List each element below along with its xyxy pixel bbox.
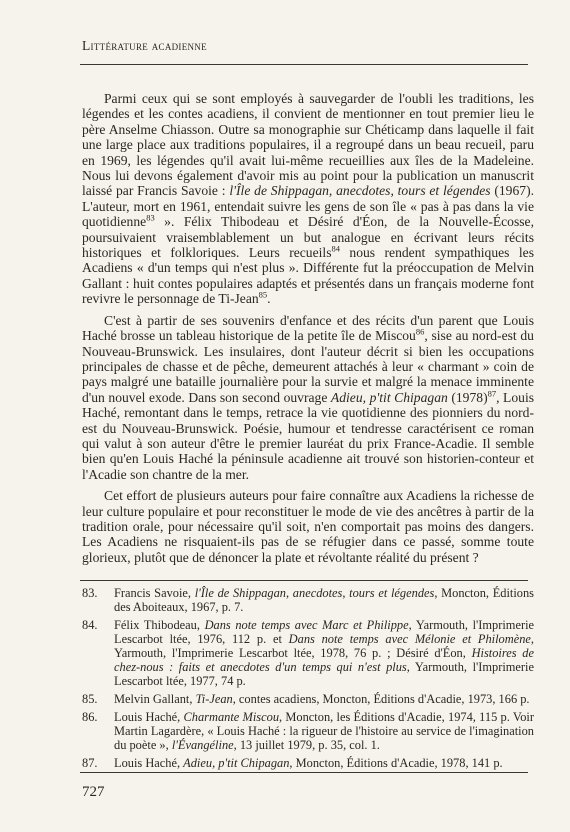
footer-rule <box>80 772 528 773</box>
paragraph <box>82 313 534 482</box>
italic-title: Adieu, p'tit Chipagan <box>330 389 448 405</box>
footnote-number: 83. <box>82 586 98 600</box>
footnote <box>82 618 534 688</box>
footnote <box>82 692 534 706</box>
text-run: ». Félix Thibodeau et Désiré d'Éon, de la Nouvelle-Écosse, poursuivaient vraisemblablement un but analogue en écrivant leurs récits historiques et folkloriques. Leurs recueils <box>82 214 534 261</box>
paragraph <box>82 488 534 565</box>
italic-title: Charmante Miscou <box>183 710 280 724</box>
footnote-number: 85. <box>82 692 98 706</box>
running-head: Littérature acadienne <box>82 38 207 53</box>
text-run: , Yarmouth, l'Imprimerie Lescarbot ltée, 1977, 74 p. <box>114 660 534 688</box>
footnote-reference: 87 <box>487 388 497 399</box>
text-run: Francis Savoie, <box>114 586 195 600</box>
footnote-reference: 84 <box>331 243 340 254</box>
italic-title: l'Île de Shippagan, anecdotes, tours et légendes <box>229 183 491 199</box>
text-run: , Moncton, les Éditions d'Acadie, 1974, 115 p. Voir Martin Lagardère, « Louis Haché : la rigueur de l'histoire au service de l'imagination du poète », <box>114 710 534 752</box>
italic-title: Adieu, p'tit Chipagan <box>183 756 290 770</box>
text-run: (1978) <box>447 389 488 405</box>
text-run: Louis Haché, <box>114 756 184 770</box>
italic-title: Ti-Jean <box>195 692 233 706</box>
footnote-number: 86. <box>82 710 98 724</box>
footnote-reference: 83 <box>146 212 155 223</box>
italic-title: Dans note temps avec Mélonie et Philomène <box>288 632 531 646</box>
footnote-reference: 86 <box>415 326 425 337</box>
text-run: , Yarmouth, l'Imprimerie Lescarbot ltée, 1978, 76 p. ; Désiré d'Éon, <box>114 632 534 660</box>
text-run: , 13 juillet 1979, p. 35, col. 1. <box>233 738 380 752</box>
text-run: nous rendent sympathiques les Acadiens « d'un temps qui n'est plus ». Différente fut la préoccupation de Melvin Gallant : huit contes populaires adaptés et présentés dans un français moderne font revivre le personnage de Ti-Jean <box>82 245 534 307</box>
footnote-text <box>114 618 534 688</box>
italic-title: l'Évangéline <box>171 738 234 752</box>
text-run: Parmi ceux qui se sont employés à sauvegarder de l'oubli les traditions, les légendes et les contes acadiens, il convient de mentionner en tout premier lieu le père Anselme Chiasson. Outre sa monographie sur Chéticamp dans laquelle il fait une large place aux traditions populaires, il a regroupé dans un beau recueil, paru en 1969, les légendes qu'il avait lui-même recueillies aux îles de la Madeleine. Nous lui devons également d'avoir mis au point pour la publication un manuscrit laissé par Francis Savoie : <box>82 91 534 199</box>
text-run: C'est à partir de ses souvenirs d'enfance et des récits d'un parent que Louis Haché brosse un tableau historique de la petite île de Miscou <box>82 312 534 344</box>
italic-title: Histoires de chez-nous : faits et anecdotes d'un temps qui n'est plus <box>114 646 534 674</box>
text-run: Félix Thibodeau, <box>114 618 205 632</box>
italic-title: Dans note temps avec Marc et Philippe <box>204 618 409 632</box>
paragraph <box>82 91 534 307</box>
text-run: . <box>267 291 271 307</box>
text-run: , Moncton, Éditions d'Acadie, 1978, 141 p. <box>289 756 503 770</box>
footnote-text <box>114 692 534 706</box>
footnote <box>82 586 534 614</box>
footnote-text <box>114 710 534 752</box>
text-run: (1967). L'auteur, mort en 1961, entendait suivre les gens de son île « pas à pas dans la vie quotidienne <box>82 183 534 230</box>
text-run: , Yarmouth, l'Imprimerie Lescarbot ltée, 1976, 112 p. et <box>114 618 535 646</box>
italic-title: l'Île de Shippagan, anecdotes, tours et légendes <box>194 586 435 600</box>
footnote <box>82 710 534 752</box>
footnote-number: 87. <box>82 756 98 770</box>
text-run: Cet effort de plusieurs auteurs pour faire connaître aux Acadiens la richesse de leur culture populaire et pour reconstituer le mode de vie des ancêtres à partir de la tradition orale, pour nécessaire qu'il soit, n'en comportait pas moins des dangers. Les Acadiens ne risquaient-ils pas de se réfugier dans ce passé, somme toute glorieux, plutôt que de dénoncer la plate et révoltante réalité du présent ? <box>82 488 534 565</box>
text-run: , Louis Haché, remontant dans le temps, retrace la vie quotidienne des pionniers du nord-est du Nouveau-Brunswick. Poésie, humour et tendresse caractérisent ce roman qui valut à son auteur d'être le premier lauréat du prix France-Acadie. Il semble bien qu'en Louis Haché la péninsule acadienne ait trouvé son historien-conteur et l'Acadie son chantre de la mer. <box>82 389 535 482</box>
header-rule <box>80 64 528 65</box>
text-run: , Moncton, Éditions des Aboiteaux, 1967, p. 7. <box>114 586 534 614</box>
footnote-number: 84. <box>82 618 98 632</box>
footnotes <box>82 586 534 774</box>
footnote-text <box>114 756 534 770</box>
text-run: Louis Haché, <box>114 710 184 724</box>
footnote-reference: 85 <box>258 289 268 300</box>
footnote-text <box>114 586 534 614</box>
text-run: , sise au nord-est du Nouveau-Brunswick. Les insulaires, dont l'auteur décrit si bien les occupations principales de chasse et de pêche, demeurent attachés à leur « charmant » coin de pays malgré une bataille journalière pour la survie et malgré la menace imminente d'un nouvel exode. Dans son second ouvrage <box>82 328 534 405</box>
text-run: Melvin Gallant, <box>114 692 196 706</box>
footnote <box>82 756 534 770</box>
footnote-rule <box>80 580 528 581</box>
page-number: 727 <box>82 784 105 800</box>
text-run: , contes acadiens, Moncton, Éditions d'Acadie, 1973, 166 p. <box>232 692 530 706</box>
body-text <box>82 91 534 571</box>
